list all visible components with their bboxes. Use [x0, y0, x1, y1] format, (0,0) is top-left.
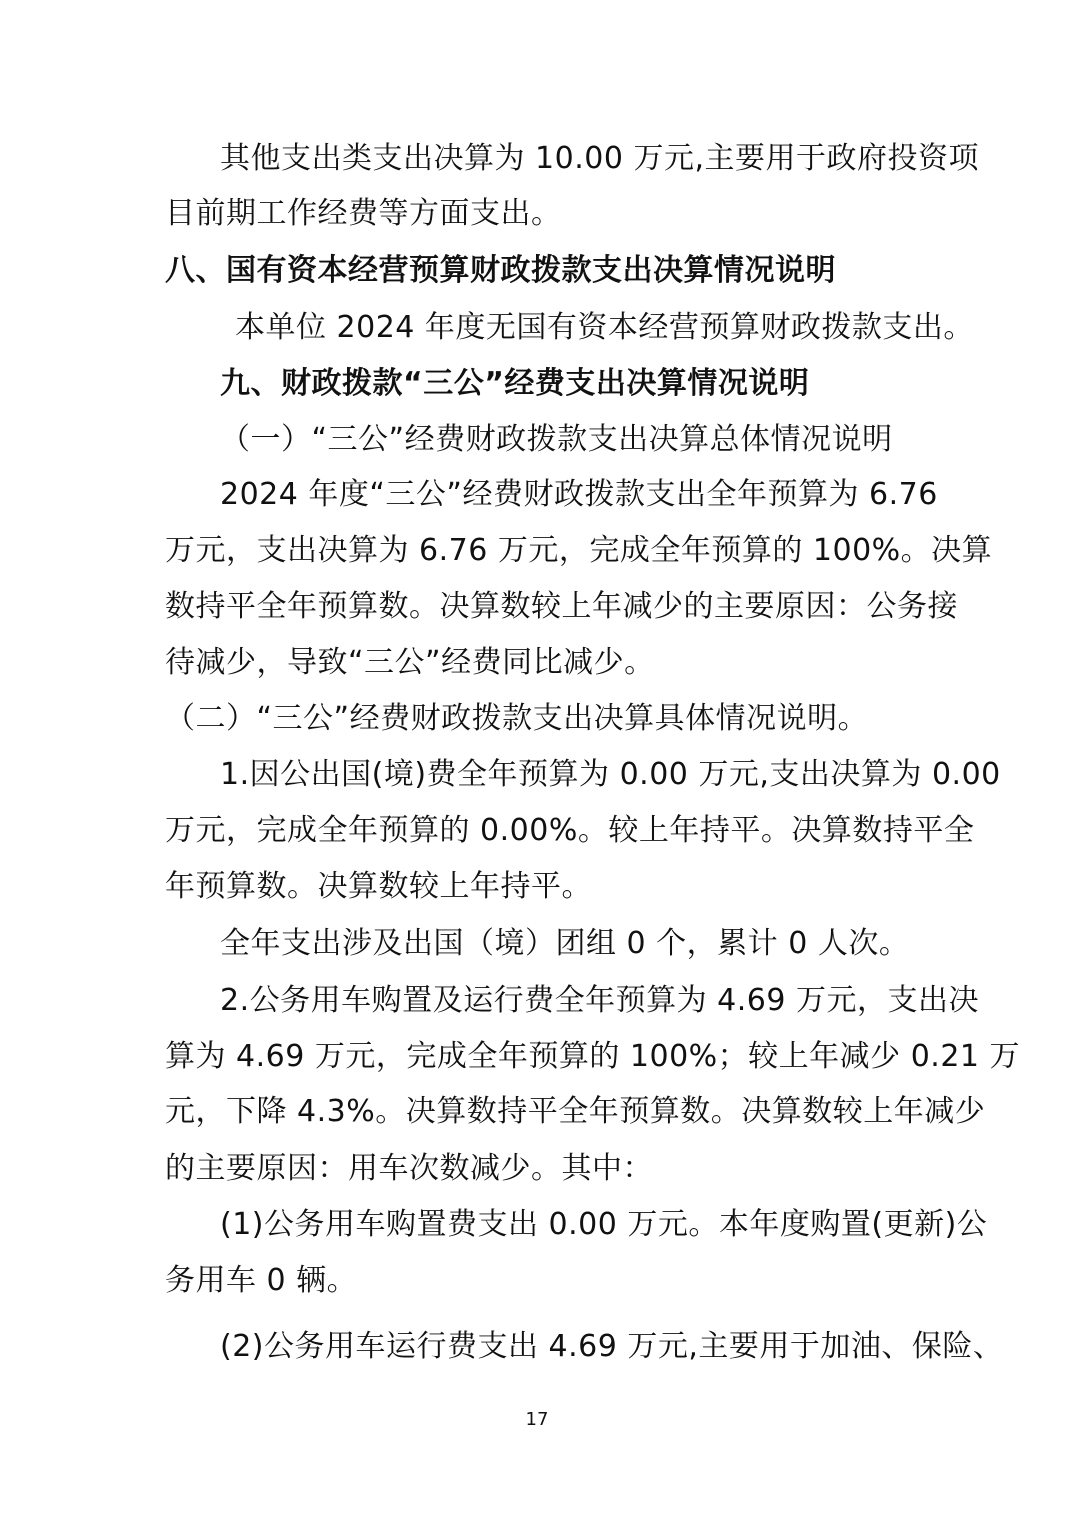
- subsection-heading: （一）“三公”经费财政拨款支出决算总体情况说明: [220, 422, 893, 457]
- text-line: 算为 4.69 万元，完成全年预算的 100%；较上年减少 0.21 万: [165, 1039, 1021, 1074]
- text-line: 1.因公出国(境)费全年预算为 0.00 万元,支出决算为 0.00: [220, 757, 1001, 792]
- text-line: 待减少，导致“三公”经费同比减少。: [165, 645, 655, 680]
- text-line: 其他支出类支出决算为 10.00 万元,主要用于政府投资项: [220, 141, 979, 176]
- section-heading: 八、国有资本经营预算财政拨款支出决算情况说明: [165, 253, 836, 288]
- text-line: 数持平全年预算数。决算数较上年减少的主要原因：公务接: [165, 589, 958, 624]
- text-line: 年预算数。决算数较上年持平。: [165, 869, 592, 904]
- text-line: 万元，完成全年预算的 0.00%。较上年持平。决算数持平全: [165, 813, 975, 848]
- text-line: 目前期工作经费等方面支出。: [165, 196, 562, 231]
- text-line: 万元，支出决算为 6.76 万元，完成全年预算的 100%。决算: [165, 533, 993, 568]
- page-number: 17: [525, 1409, 549, 1430]
- text-line: 本单位 2024 年度无国有资本经营预算财政拨款支出。: [235, 310, 974, 345]
- text-line: (1)公务用车购置费支出 0.00 万元。本年度购置(更新)公: [220, 1207, 988, 1242]
- text-line: 全年支出涉及出国（境）团组 0 个，累计 0 人次。: [220, 926, 910, 961]
- text-line: 元，下降 4.3%。决算数持平全年预算数。决算数较上年减少: [165, 1094, 986, 1129]
- text-line: 的主要原因：用车次数减少。其中：: [165, 1151, 653, 1186]
- subsection-heading: （二）“三公”经费财政拨款支出决算具体情况说明。: [165, 701, 869, 736]
- text-line: 务用车 0 辆。: [165, 1263, 358, 1298]
- section-heading: 九、财政拨款“三公”经费支出决算情况说明: [220, 366, 810, 401]
- text-line: (2)公务用车运行费支出 4.69 万元,主要用于加油、保险、: [220, 1329, 1004, 1364]
- text-line: 2.公务用车购置及运行费全年预算为 4.69 万元，支出决: [220, 983, 979, 1018]
- text-line: 2024 年度“三公”经费财政拨款支出全年预算为 6.76: [220, 477, 938, 512]
